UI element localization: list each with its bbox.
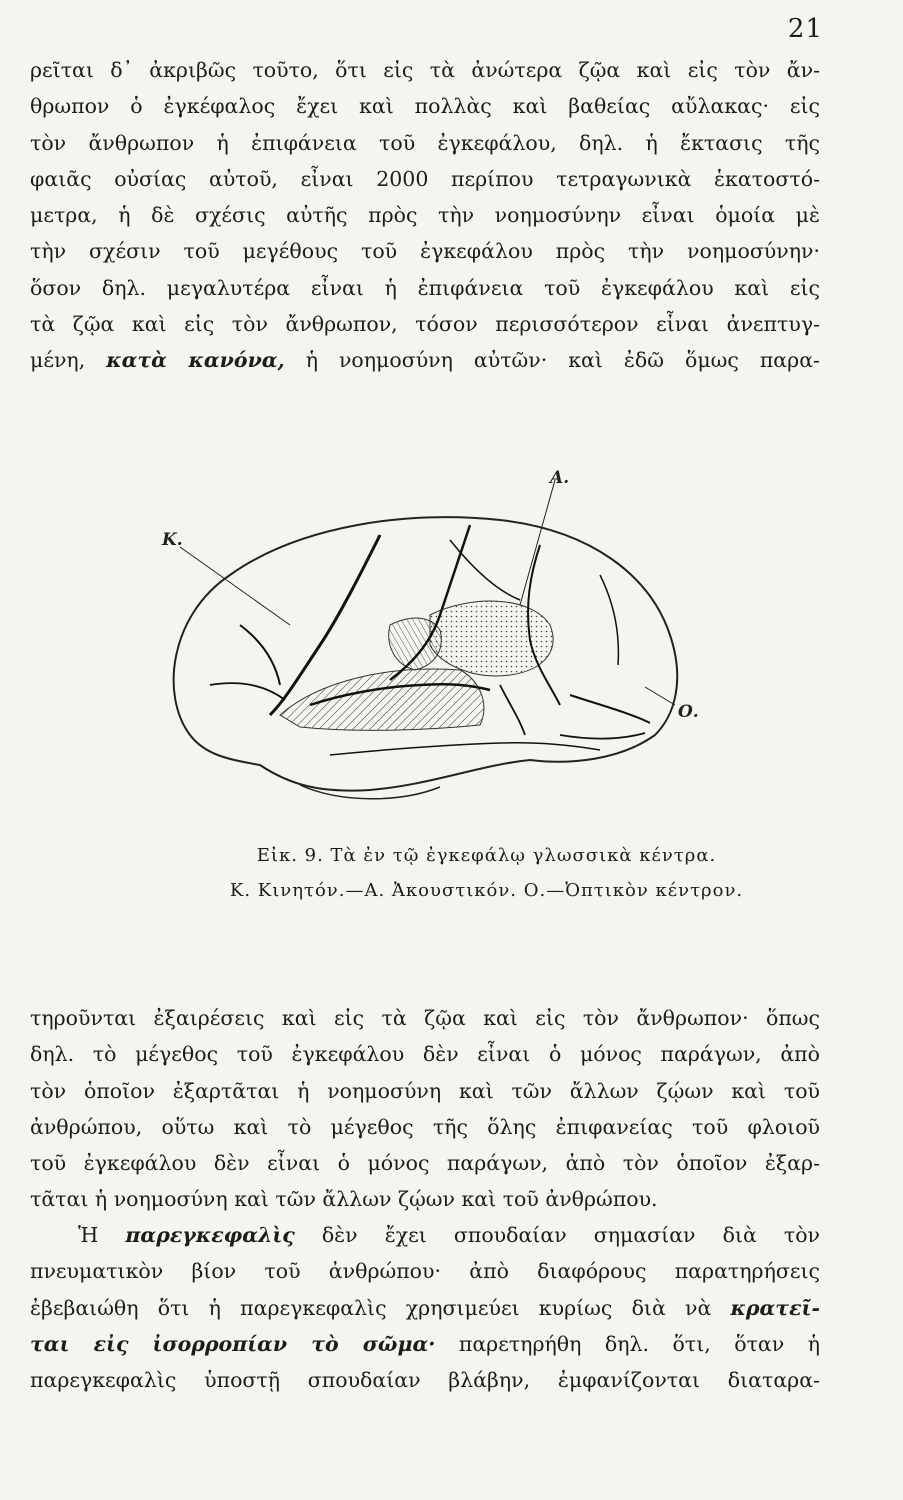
text-span: ἡ νοημοσύνη αὐτῶν· καὶ ἐδῶ ὅμως παρα-: [284, 348, 820, 373]
text-span: ἐβεβαιώθη ὅτι ἡ παρεγκεφαλὶς χρησιμεύει κυρίως διὰ νὰ: [30, 1295, 731, 1320]
page-number: 21: [787, 14, 823, 44]
text-line: [30, 1290, 820, 1326]
hatched-region: [280, 669, 484, 730]
text-span: μένη,: [30, 348, 107, 373]
text-line: παρεγκεφαλὶς ὑποστῇ σπουδαίαν βλάβην, ἐμφανίζονται διαταρα-: [30, 1368, 820, 1393]
text-line: φαιᾶς οὐσίας αὐτοῦ, εἶναι 2000 περίπου τετραγωνικὰ ἑκατοστό-: [30, 166, 820, 191]
figure-caption-line-2: Κ. Κινητόν.—Α. Ἀκουστικόν. Ο.—Ὀπτικὸν κέντρον.: [229, 880, 744, 901]
text-span: Ἡ: [78, 1223, 126, 1247]
text-line: τὴν σχέσιν τοῦ μεγέθους τοῦ ἐγκεφάλου πρὸς τὴν νοημοσύνην·: [30, 239, 820, 264]
text-line: πνευματικὸν βίον τοῦ ἀνθρώπου· ἀπὸ διαφόρους παρατηρήσεις: [30, 1259, 820, 1284]
emphasis-text: κατὰ κανόνα,: [106, 348, 285, 373]
emphasis-text: παρεγκεφαλὶς: [125, 1223, 295, 1247]
text-line: μετρα, ἡ δὲ σχέσις αὐτῆς πρὸς τὴν νοημοσύνην εἶναι ὁμοία μὲ: [30, 203, 820, 228]
text-line: τὸν ὁποῖον ἐξαρτᾶται ἡ νοημοσύνη καὶ τῶν ἄλλων ζῴων καὶ τοῦ: [30, 1078, 820, 1103]
dotted-region: [430, 601, 553, 676]
text-span: δὲν ἔχει σπουδαίαν σημασίαν διὰ τὸν: [294, 1223, 821, 1247]
text-line: δηλ. τὸ μέγεθος τοῦ ἐγκεφάλου δὲν εἶναι ὁ μόνος παράγων, ἀπὸ: [30, 1042, 820, 1067]
text-span: παρετηρήθη δηλ. ὅτι, ὅταν ἡ: [435, 1331, 820, 1356]
label-a: Α.: [550, 468, 570, 488]
striped-region: [389, 618, 442, 670]
text-line: ἀνθρώπου, οὕτω καὶ τὸ μέγεθος τῆς ὅλης ἐπιφανείας τοῦ φλοιοῦ: [30, 1114, 820, 1139]
text-line: τοῦ ἐγκεφάλου δὲν εἶναι ὁ μόνος παράγων, ἀπὸ τὸν ὁποῖον ἐξαρ-: [30, 1151, 820, 1176]
text-line: θρωπον ὁ ἐγκέφαλος ἔχει καὶ πολλὰς καὶ βαθείας αὔλακας· εἰς: [30, 94, 820, 119]
text-line: [30, 1217, 820, 1253]
text-line: τὰ ζῷα καὶ εἰς τὸν ἄνθρωπον, τόσον περισσότερον εἶναι ἀνεπτυγ-: [30, 312, 820, 337]
text-line: ὅσον δηλ. μεγαλυτέρα εἶναι ἡ ἐπιφάνεια τοῦ ἐγκεφάλου καὶ εἰς: [30, 275, 820, 300]
label-o: Ο.: [678, 702, 699, 722]
text-line: ρεῖται δ᾽ ἀκριβῶς τοῦτο, ὅτι εἰς τὰ ἀνώτερα ζῷα καὶ εἰς τὸν ἄν-: [30, 58, 820, 82]
text-line: [30, 342, 820, 378]
text-line: τᾶται ἡ νοημοσύνη καὶ τῶν ἄλλων ζῴων καὶ τοῦ ἀνθρώπου.: [30, 1187, 658, 1212]
emphasis-text: κρατεῖ-: [730, 1295, 820, 1320]
text-line: [30, 1326, 820, 1362]
paragraph-2: [30, 1000, 820, 1218]
text-line: τηροῦνται ἐξαιρέσεις καὶ εἰς τὰ ζῷα καὶ εἰς τὸν ἄνθρωπον· ὅπως: [30, 1006, 820, 1030]
paragraph-3: [30, 1217, 820, 1398]
brain-figure: [150, 465, 710, 805]
emphasis-text: ται εἰς ἰσορροπίαν τὸ σῶμα·: [30, 1331, 436, 1356]
text-line: τὸν ἄνθρωπον ἡ ἐπιφάνεια τοῦ ἐγκεφάλου, δηλ. ἡ ἔκτασις τῆς: [30, 130, 820, 155]
figure-caption-line-1: Εἰκ. 9. Τὰ ἐν τῷ ἐγκεφάλῳ γλωσσικὰ κέντρα.: [256, 845, 717, 866]
brain-illustration: [150, 465, 710, 805]
paragraph-1: [30, 52, 820, 379]
label-k: Κ.: [162, 530, 183, 550]
